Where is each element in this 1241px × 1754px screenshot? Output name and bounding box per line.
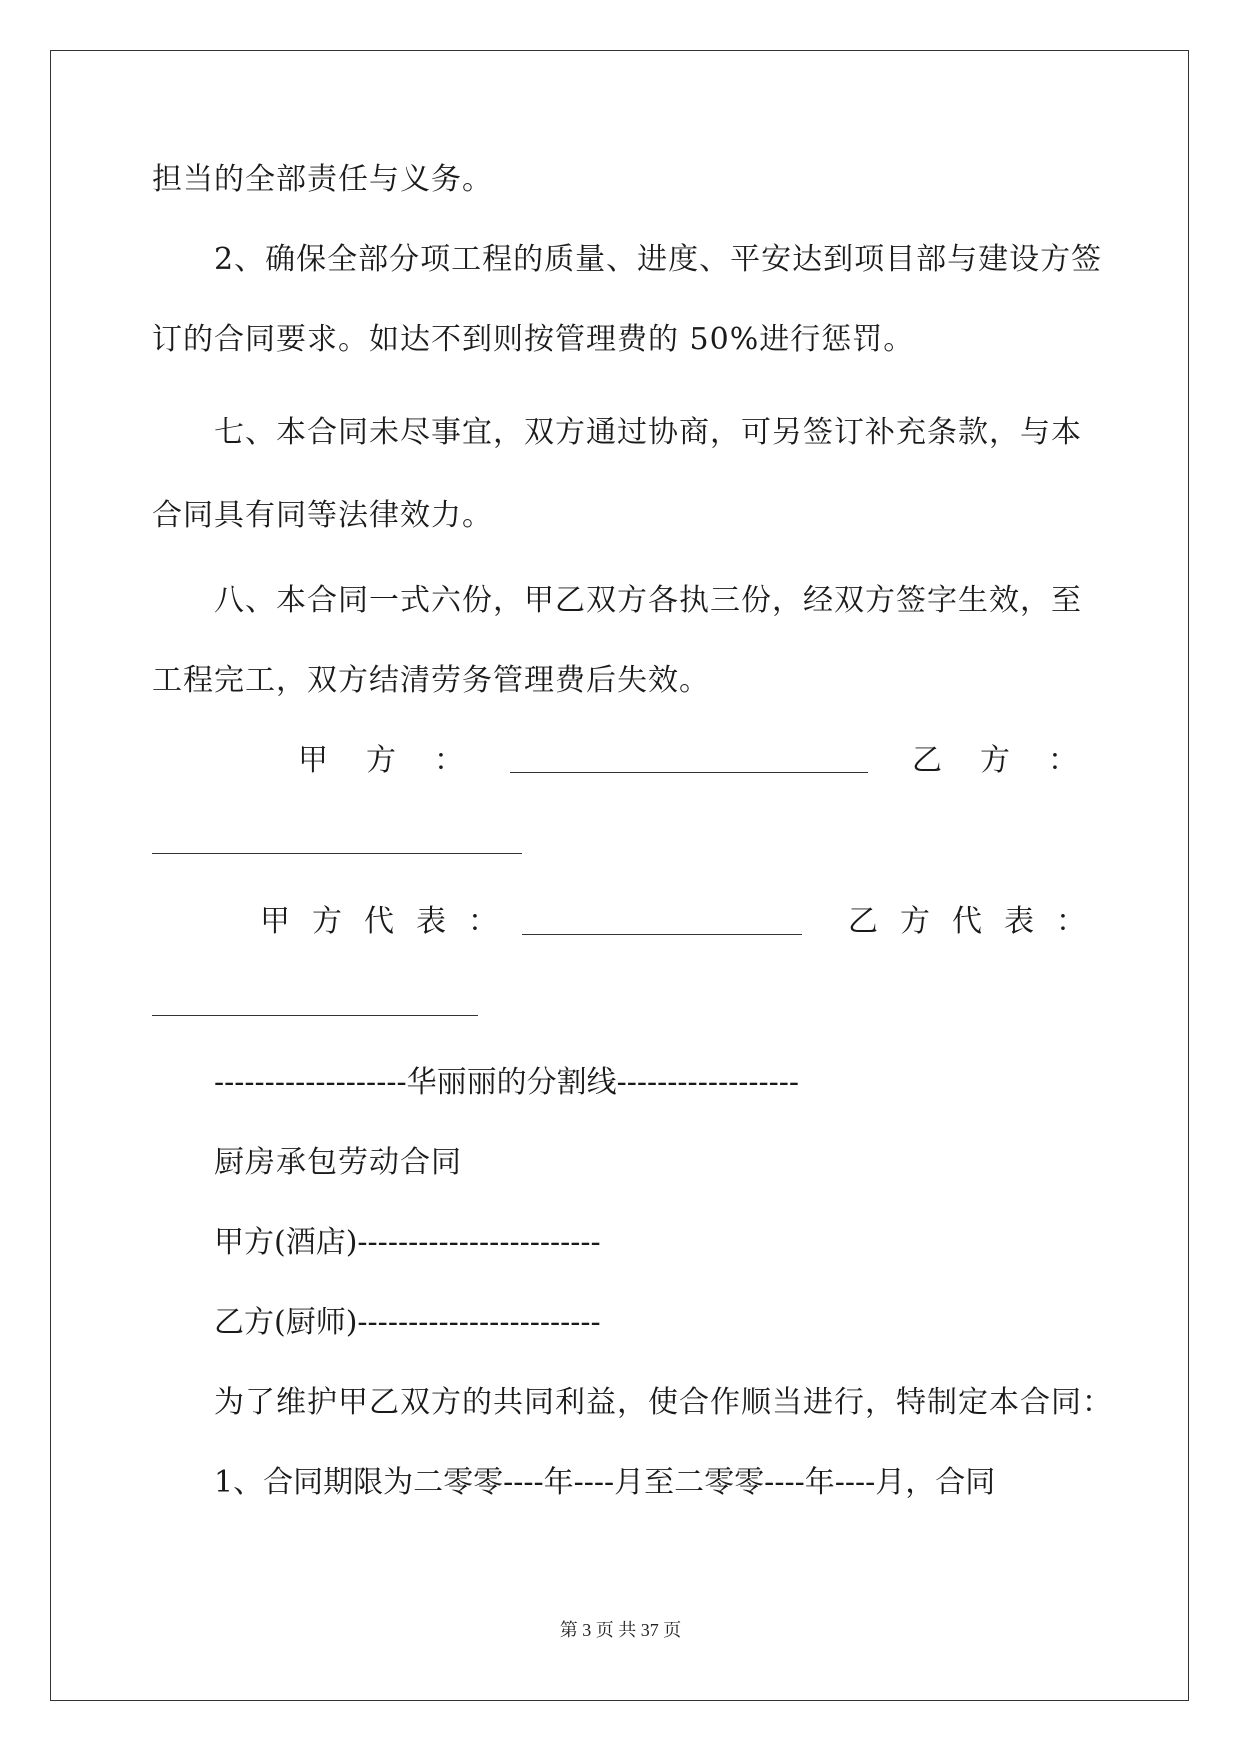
paragraph-line: 订的合同要求。如达不到则按管理费的 50%进行惩罚。 — [152, 322, 915, 357]
party-b-label: 乙方： — [912, 743, 1116, 778]
rep-b-signature-line — [152, 1015, 478, 1016]
paragraph-line: 担当的全部责任与义务。 — [152, 162, 493, 197]
rep-b-label: 乙方代表： — [848, 904, 1108, 939]
paragraph-line: 八、本合同一式六份，甲乙双方各执三份，经双方签字生效，至 — [214, 583, 1082, 618]
paragraph-line: 1、合同期限为二零零----年----月至二零零----年----月，合同 — [214, 1465, 996, 1500]
rep-a-label: 甲方代表： — [260, 904, 520, 939]
paragraph-line: 工程完工，双方结清劳务管理费后失效。 — [152, 663, 710, 698]
rep-a-signature-line — [522, 934, 802, 935]
signature-row-representative — [152, 902, 1108, 942]
paragraph-line: 2、确保全部分项工程的质量、进度、平安达到项目部与建设方签 — [214, 242, 1103, 277]
party-a-field: 甲方(酒店)------------------------ — [214, 1225, 601, 1260]
paragraph-line: 为了维护甲乙双方的共同利益，使合作顺当进行，特制定本合同： — [214, 1385, 1113, 1420]
party-a-label: 甲方： — [298, 743, 502, 778]
paragraph-line: 七、本合同未尽事宜，双方通过协商，可另签订补充条款，与本 — [214, 415, 1082, 450]
section-divider: -------------------华丽丽的分割线------------------ — [214, 1065, 800, 1100]
page-border — [50, 50, 1189, 1701]
paragraph-line: 合同具有同等法律效力。 — [152, 498, 493, 533]
signature-row-party — [152, 741, 1116, 781]
party-b-field: 乙方(厨师)------------------------ — [214, 1305, 601, 1340]
contract-title: 厨房承包劳动合同 — [214, 1145, 462, 1180]
page-number: 第 3 页 共 37 页 — [559, 1620, 682, 1640]
party-a-signature-line — [510, 772, 868, 773]
party-b-signature-line — [152, 853, 522, 854]
